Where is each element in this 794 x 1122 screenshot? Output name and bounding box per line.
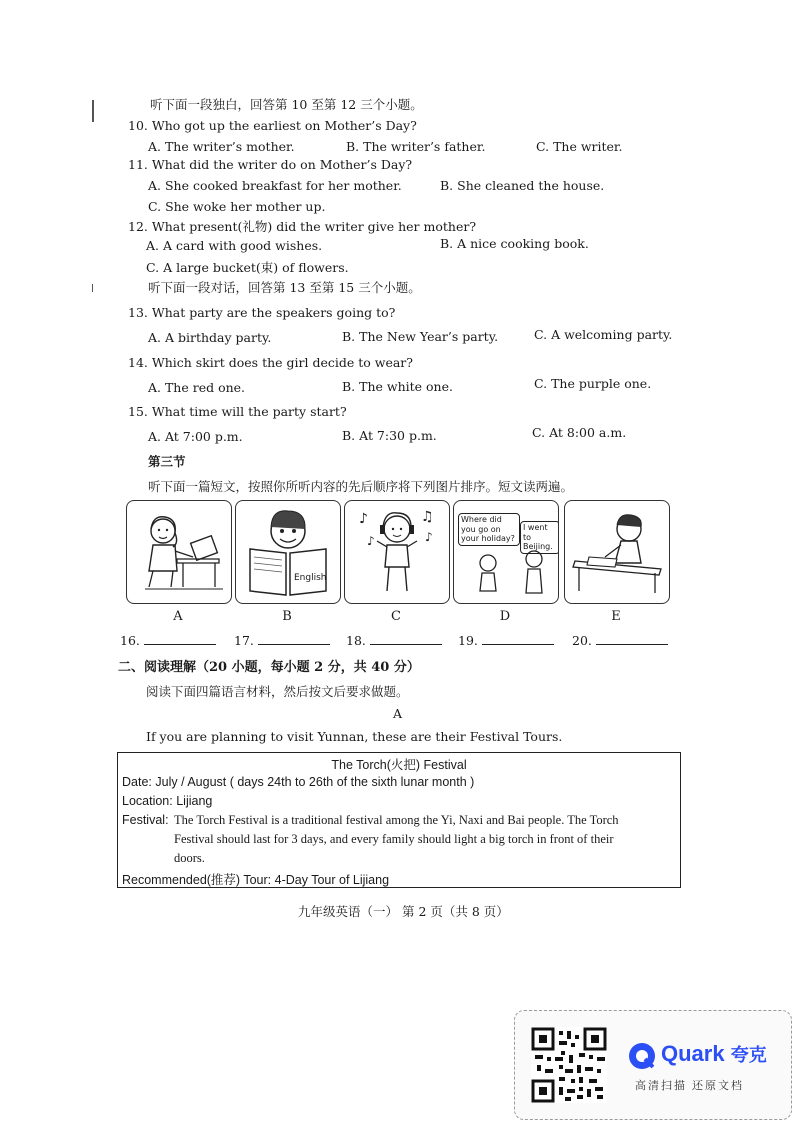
festival-description-line: doors. <box>174 851 205 865</box>
question-10 <box>128 118 417 133</box>
margin-mark <box>92 100 94 122</box>
section-instruction-dialogue: 听下面一段对话，回答第 13 至第 15 三个小题。 <box>148 280 421 295</box>
recommended-label: Recommended(推荐) Tour: <box>122 873 272 887</box>
blank-number: 19. <box>458 633 478 648</box>
blank-number: 18. <box>346 633 366 648</box>
brand-name-cn: 夸克 <box>730 1045 767 1065</box>
question-number: 13. <box>128 305 148 320</box>
qr-code-icon <box>531 1027 607 1103</box>
answer-blank-19[interactable] <box>458 632 554 648</box>
blank-number: 17. <box>234 633 254 648</box>
question-number: 12. <box>128 219 148 234</box>
option: A. At 7:00 p.m. <box>148 429 243 444</box>
book-label: English <box>294 573 327 583</box>
option: C. The writer. <box>536 139 623 154</box>
festival-description-label: Festival: <box>122 813 169 827</box>
question-text: What present(礼物) did the writer give her mother? <box>151 219 477 234</box>
recommended-value: 4-Day Tour of Lijiang <box>274 873 390 887</box>
picture-label-d: D <box>499 609 511 624</box>
festival-info-box <box>117 752 681 888</box>
question-text: What time will the party start? <box>151 404 347 419</box>
picture-b <box>235 500 341 604</box>
passage-intro: If you are planning to visit Yunnan, these are their Festival Tours. <box>146 729 563 744</box>
svg-text:♪: ♪ <box>367 534 375 548</box>
section-instruction-monologue: 听下面一段独白，回答第 10 至第 12 三个小题。 <box>150 97 423 112</box>
option: A. She cooked breakfast for her mother. <box>148 178 402 193</box>
picture-label-b: B <box>282 609 292 624</box>
page-footer: 九年级英语（一） 第 2 页（共 8 页） <box>298 904 509 919</box>
question-text: Who got up the earliest on Mother’s Day? <box>151 118 417 133</box>
question-11 <box>128 157 412 172</box>
festival-description-line: Festival should last for 3 days, and every family should light a big torch in front of their <box>174 832 614 846</box>
kids-talking-icon <box>454 501 558 603</box>
picture-e <box>564 500 670 604</box>
svg-text:♫: ♫ <box>421 509 434 525</box>
question-text: Which skirt does the girl decide to wear? <box>151 355 413 370</box>
picture-c <box>344 500 450 604</box>
blank-number: 20. <box>572 633 592 648</box>
picture-label-e: E <box>611 609 621 624</box>
option: A. A birthday party. <box>148 330 272 345</box>
speech-bubble-question: Where did you go on your holiday? <box>458 513 520 546</box>
question-13 <box>128 305 395 320</box>
option: B. At 7:30 p.m. <box>342 428 437 443</box>
picture-label-a: A <box>173 609 183 624</box>
section3-instruction: 听下面一篇短文，按照你所听内容的先后顺序将下列图片排序。短文读两遍。 <box>148 479 574 494</box>
question-14 <box>128 355 413 370</box>
festival-title: The Torch(火把) Festival <box>331 758 467 772</box>
picture-d <box>453 500 559 604</box>
festival-recommended <box>122 870 389 888</box>
quark-tagline: 高清扫描 还原文档 <box>635 1080 745 1092</box>
location-value: Lijiang <box>176 794 213 808</box>
answer-blank-18[interactable] <box>346 632 442 648</box>
option: B. She cleaned the house. <box>440 178 605 193</box>
picture-label-c: C <box>391 609 401 624</box>
location-label: Location: <box>122 794 173 808</box>
option: C. At 8:00 a.m. <box>532 425 627 440</box>
blank-number: 16. <box>120 633 140 648</box>
question-number: 11. <box>128 157 148 172</box>
question-12 <box>128 217 476 235</box>
answer-blank-16[interactable] <box>120 632 216 648</box>
date-label: Date: <box>122 775 152 789</box>
option: A. A card with good wishes. <box>146 238 323 253</box>
quark-brand <box>661 1041 767 1067</box>
option: C. A welcoming party. <box>534 327 673 342</box>
option: C. She woke her mother up. <box>148 199 326 214</box>
question-number: 10. <box>128 118 148 133</box>
brand-name: Quark <box>661 1041 725 1066</box>
option: C. The purple one. <box>534 376 652 391</box>
girl-computer-icon <box>127 501 231 603</box>
boy-reading-icon <box>236 501 340 603</box>
option: C. A large bucket(束) of flowers. <box>146 260 349 275</box>
part2-title: 二、阅读理解（20 小题，每小题 2 分，共 40 分） <box>118 660 420 675</box>
question-number: 14. <box>128 355 148 370</box>
picture-a <box>126 500 232 604</box>
option: B. The white one. <box>342 379 453 394</box>
margin-mark <box>92 284 93 292</box>
quark-logo-icon <box>627 1041 657 1071</box>
festival-description-line: The Torch Festival is a traditional festival among the Yi, Naxi and Bai people. The Torch <box>174 813 619 827</box>
question-15 <box>128 404 347 419</box>
option: B. The New Year’s party. <box>342 329 499 344</box>
svg-text:♪: ♪ <box>425 530 433 544</box>
svg-text:♪: ♪ <box>359 511 368 527</box>
option: A. The writer’s mother. <box>148 139 295 154</box>
answer-blank-17[interactable] <box>234 632 330 648</box>
option: B. The writer’s father. <box>346 139 486 154</box>
question-number: 15. <box>128 404 148 419</box>
festival-date <box>122 775 474 789</box>
answer-blank-20[interactable] <box>572 632 668 648</box>
question-text: What party are the speakers going to? <box>151 305 396 320</box>
section3-title: 第三节 <box>148 454 186 469</box>
festival-location <box>122 794 212 808</box>
speech-bubble-answer: I went to Beijing. <box>520 521 559 554</box>
boy-writing-icon <box>565 501 669 603</box>
quark-watermark <box>514 1010 792 1120</box>
part2-instruction: 阅读下面四篇语言材料，然后按文后要求做题。 <box>146 684 409 699</box>
option: A. The red one. <box>148 380 246 395</box>
option: B. A nice cooking book. <box>440 236 589 251</box>
passage-label: A <box>393 706 403 721</box>
girl-music-icon <box>345 501 449 603</box>
date-value: July / August ( days 24th to 26th of the sixth lunar month ) <box>155 775 475 789</box>
question-text: What did the writer do on Mother’s Day? <box>151 157 413 172</box>
